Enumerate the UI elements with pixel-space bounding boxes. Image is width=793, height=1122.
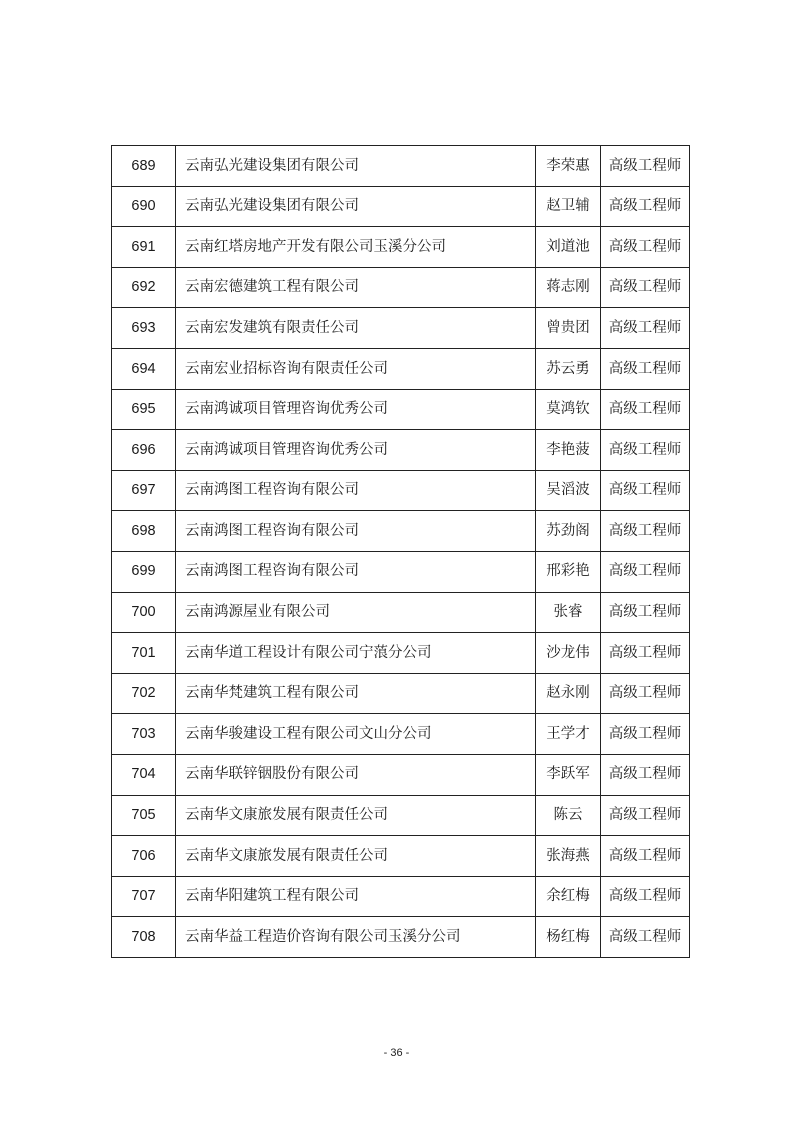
company-name: 云南鸿图工程咨询有限公司 [176,470,536,511]
company-name: 云南华梵建筑工程有限公司 [176,673,536,714]
person-name: 沙龙伟 [536,633,601,674]
person-name: 苏云勇 [536,348,601,389]
company-name: 云南华益工程造价咨询有限公司玉溪分公司 [176,917,536,958]
company-name: 云南红塔房地产开发有限公司玉溪分公司 [176,227,536,268]
professional-title: 高级工程师 [601,551,690,592]
person-name: 苏劲阁 [536,511,601,552]
row-number: 705 [112,795,176,836]
row-number: 695 [112,389,176,430]
company-name: 云南鸿源屋业有限公司 [176,592,536,633]
row-number: 689 [112,146,176,187]
table-row [112,592,690,633]
row-number: 706 [112,836,176,877]
person-name: 邢彩艳 [536,551,601,592]
professional-title: 高级工程师 [601,633,690,674]
table-row [112,633,690,674]
row-number: 708 [112,917,176,958]
row-number: 703 [112,714,176,755]
professional-title: 高级工程师 [601,267,690,308]
table-row [112,470,690,511]
company-name: 云南弘光建设集团有限公司 [176,146,536,187]
company-name: 云南华文康旅发展有限责任公司 [176,795,536,836]
professional-title: 高级工程师 [601,146,690,187]
table-row [112,795,690,836]
table-row [112,348,690,389]
row-number: 698 [112,511,176,552]
row-number: 702 [112,673,176,714]
company-name: 云南弘光建设集团有限公司 [176,186,536,227]
table-row [112,186,690,227]
page-number: - 36 - [383,1047,410,1059]
company-name: 云南华道工程设计有限公司宁蒗分公司 [176,633,536,674]
company-name: 云南鸿诚项目管理咨询优秀公司 [176,430,536,471]
table-row [112,389,690,430]
person-name: 李荣惠 [536,146,601,187]
company-name: 云南华文康旅发展有限责任公司 [176,836,536,877]
table-row [112,308,690,349]
row-number: 701 [112,633,176,674]
table-row [112,714,690,755]
personnel-table [111,145,690,958]
company-name: 云南宏发建筑有限责任公司 [176,308,536,349]
professional-title: 高级工程师 [601,917,690,958]
row-number: 693 [112,308,176,349]
professional-title: 高级工程师 [601,389,690,430]
row-number: 692 [112,267,176,308]
row-number: 700 [112,592,176,633]
professional-title: 高级工程师 [601,186,690,227]
professional-title: 高级工程师 [601,795,690,836]
row-number: 707 [112,876,176,917]
person-name: 陈云 [536,795,601,836]
professional-title: 高级工程师 [601,470,690,511]
table-row [112,227,690,268]
row-number: 696 [112,430,176,471]
company-name: 云南鸿图工程咨询有限公司 [176,511,536,552]
table-row [112,146,690,187]
company-name: 云南华骏建设工程有限公司文山分公司 [176,714,536,755]
company-name: 云南宏业招标咨询有限责任公司 [176,348,536,389]
professional-title: 高级工程师 [601,754,690,795]
company-name: 云南华阳建筑工程有限公司 [176,876,536,917]
professional-title: 高级工程师 [601,430,690,471]
person-name: 余红梅 [536,876,601,917]
person-name: 赵永刚 [536,673,601,714]
person-name: 曾贵团 [536,308,601,349]
professional-title: 高级工程师 [601,592,690,633]
professional-title: 高级工程师 [601,227,690,268]
company-name: 云南华联锌铟股份有限公司 [176,754,536,795]
professional-title: 高级工程师 [601,511,690,552]
table-row [112,917,690,958]
professional-title: 高级工程师 [601,348,690,389]
professional-title: 高级工程师 [601,673,690,714]
table-row [112,430,690,471]
row-number: 699 [112,551,176,592]
table-row [112,876,690,917]
table-row [112,267,690,308]
company-name: 云南鸿诚项目管理咨询优秀公司 [176,389,536,430]
person-name: 张睿 [536,592,601,633]
table-row [112,551,690,592]
table-row [112,836,690,877]
row-number: 694 [112,348,176,389]
table-row [112,673,690,714]
professional-title: 高级工程师 [601,308,690,349]
row-number: 704 [112,754,176,795]
person-name: 莫鸿钦 [536,389,601,430]
person-name: 吴滔波 [536,470,601,511]
person-name: 李艳菠 [536,430,601,471]
row-number: 691 [112,227,176,268]
person-name: 刘道池 [536,227,601,268]
person-name: 杨红梅 [536,917,601,958]
professional-title: 高级工程师 [601,714,690,755]
company-name: 云南鸿图工程咨询有限公司 [176,551,536,592]
person-name: 蒋志刚 [536,267,601,308]
person-name: 王学才 [536,714,601,755]
row-number: 690 [112,186,176,227]
person-name: 李跃军 [536,754,601,795]
company-name: 云南宏德建筑工程有限公司 [176,267,536,308]
professional-title: 高级工程师 [601,876,690,917]
personnel-table-body [112,146,690,958]
person-name: 张海燕 [536,836,601,877]
professional-title: 高级工程师 [601,836,690,877]
row-number: 697 [112,470,176,511]
table-row [112,511,690,552]
person-name: 赵卫辅 [536,186,601,227]
table-row [112,754,690,795]
